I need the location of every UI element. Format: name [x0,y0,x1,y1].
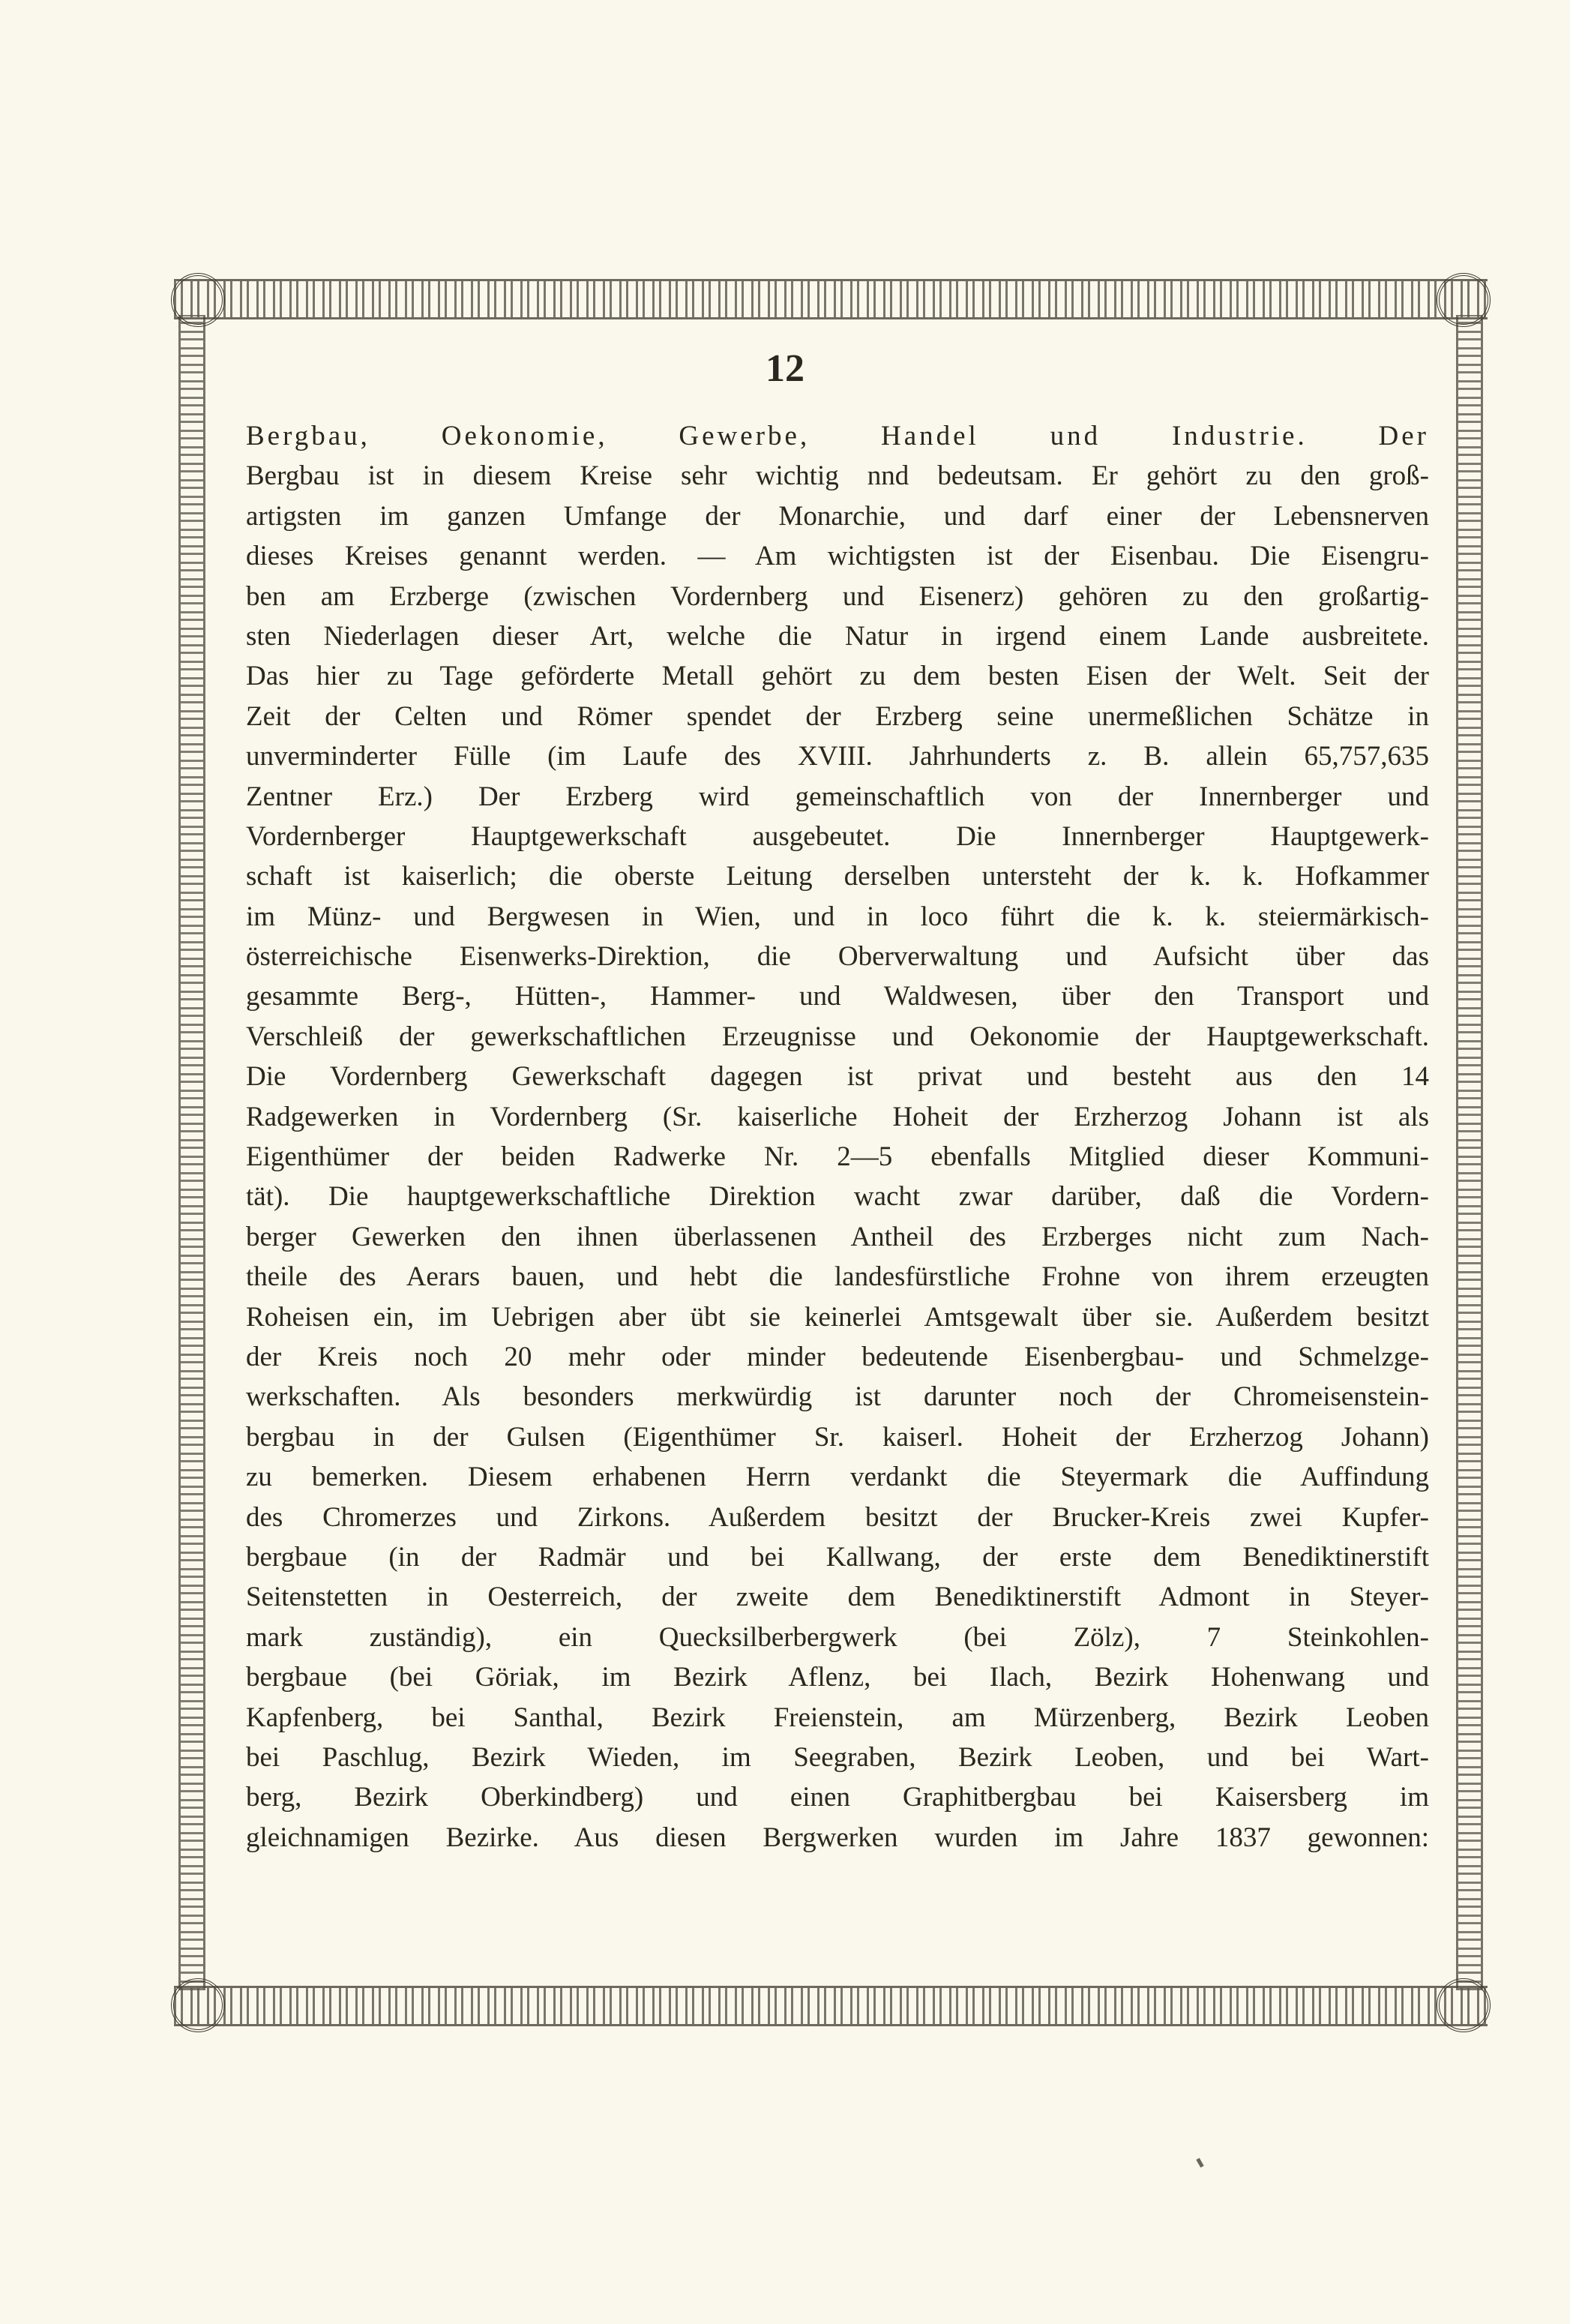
text-line: Bergbau ist in diesem Kreise sehr wichtig nnd bedeutsam. Er gehört zu den groß- [246,460,1429,492]
text-line: schaft ist kaiserlich; die oberste Leitung derselben untersteht der k. k. Hofkammer [246,861,1429,892]
border-left [178,315,205,1990]
text-line: werkschaften. Als besonders merkwürdig ist darunter noch der Chromeisenstein- [246,1381,1429,1413]
corner-ornament [1437,1978,1491,2032]
text-line: Vordernberger Hauptgewerkschaft ausgebeutet. Die Innernberger Hauptgewerk- [246,820,1429,852]
text-line: unverminderter Fülle (im Laufe des XVIII. Jahrhunderts z. B. allein 65,757,635 [246,741,1429,772]
corner-ornament [1437,273,1491,327]
text-line: gleichnamigen Bezirke. Aus diesen Bergwerken wurden im Jahre 1837 gewonnen: [246,1822,1429,1853]
text-line: theile des Aerars bauen, und hebt die landesfürstliche Frohne von ihrem erzeugten [246,1261,1429,1293]
text-line: Verschleiß der gewerkschaftlichen Erzeugnisse und Oekonomie der Hauptgewerkschaft. [246,1021,1429,1052]
text-line: berger Gewerken den ihnen überlassenen Antheil des Erzberges nicht zum Nach- [246,1221,1429,1252]
border-top [174,279,1488,319]
text-line: Roheisen ein, im Uebrigen aber übt sie keinerlei Amtsgewalt über sie. Außerdem besitzt [246,1301,1429,1333]
text-line: bergbaue (bei Göriak, im Bezirk Aflenz, bei Ilach, Bezirk Hohenwang und [246,1662,1429,1693]
corner-ornament [171,1978,225,2032]
text-line: Eigenthümer der beiden Radwerke Nr. 2—5 ebenfalls Mitglied dieser Kommuni- [246,1141,1429,1173]
text-line: sten Niederlagen dieser Art, welche die Natur in irgend einem Lande ausbreitete. [246,620,1429,652]
text-line: Zentner Erz.) Der Erzberg wird gemeinschaftlich von der Innernberger und [246,781,1429,812]
text-line: gesammte Berg-, Hütten-, Hammer- und Waldwesen, über den Transport und [246,981,1429,1012]
body-text [246,416,1429,1858]
text-line: mark zuständig), ein Quecksilberbergwerk (bei Zölz), 7 Steinkohlen- [246,1621,1429,1653]
text-line: des Chromerzes und Zirkons. Außerdem besitzt der Brucker-Kreis zwei Kupfer- [246,1501,1429,1533]
text-line: bergbau in der Gulsen (Eigenthümer Sr. kaiserl. Hoheit der Erzherzog Johann) [246,1421,1429,1453]
section-heading-line: Bergbau, Oekonomie, Gewerbe, Handel und Industrie. Der [246,421,1429,451]
text-line: bei Paschlug, Bezirk Wieden, im Seegraben, Bezirk Leoben, und bei Wart- [246,1741,1429,1773]
page-number: 12 [766,347,804,390]
text-line: im Münz- und Bergwesen in Wien, und in loco führt die k. k. steiermärkisch- [246,901,1429,932]
text-line: Seitenstetten in Oesterreich, der zweite dem Benediktinerstift Admont in Steyer- [246,1582,1429,1613]
text-line: ben am Erzberge (zwischen Vordernberg und Eisenerz) gehören zu den großartig- [246,580,1429,612]
border-bottom [174,1986,1488,2026]
text-line: dieses Kreises genannt werden. — Am wichtigsten ist der Eisenbau. Die Eisengru- [246,541,1429,572]
ink-mark [1196,2158,1203,2168]
text-line: Kapfenberg, bei Santhal, Bezirk Freienstein, am Mürzenberg, Bezirk Leoben [246,1702,1429,1733]
text-line: bergbaue (in der Radmär und bei Kallwang, der erste dem Benediktinerstift [246,1541,1429,1573]
text-line: tät). Die hauptgewerkschaftliche Direktion wacht zwar darüber, daß die Vordern- [246,1181,1429,1213]
text-line: Die Vordernberg Gewerkschaft dagegen ist privat und besteht aus den 14 [246,1061,1429,1093]
text-line: artigsten im ganzen Umfange der Monarchie, und darf einer der Lebensnerven [246,500,1429,532]
text-line: Das hier zu Tage geförderte Metall gehört zu dem besten Eisen der Welt. Seit der [246,661,1429,692]
border-right [1456,315,1483,1990]
text-line: österreichische Eisenwerks-Direktion, die Oberverwaltung und Aufsicht über das [246,941,1429,973]
text-line: zu bemerken. Diesem erhabenen Herrn verdankt die Steyermark die Auffindung [246,1462,1429,1493]
corner-ornament [171,273,225,327]
text-line: Zeit der Celten und Römer spendet der Erzberg seine unermeßlichen Schätze in [246,700,1429,732]
text-line: berg, Bezirk Oberkindberg) und einen Graphitbergbau bei Kaisersberg im [246,1782,1429,1813]
text-line: der Kreis noch 20 mehr oder minder bedeutende Eisenbergbau- und Schmelzge- [246,1341,1429,1372]
text-line: Radgewerken in Vordernberg (Sr. kaiserliche Hoheit der Erzherzog Johann ist als [246,1101,1429,1132]
